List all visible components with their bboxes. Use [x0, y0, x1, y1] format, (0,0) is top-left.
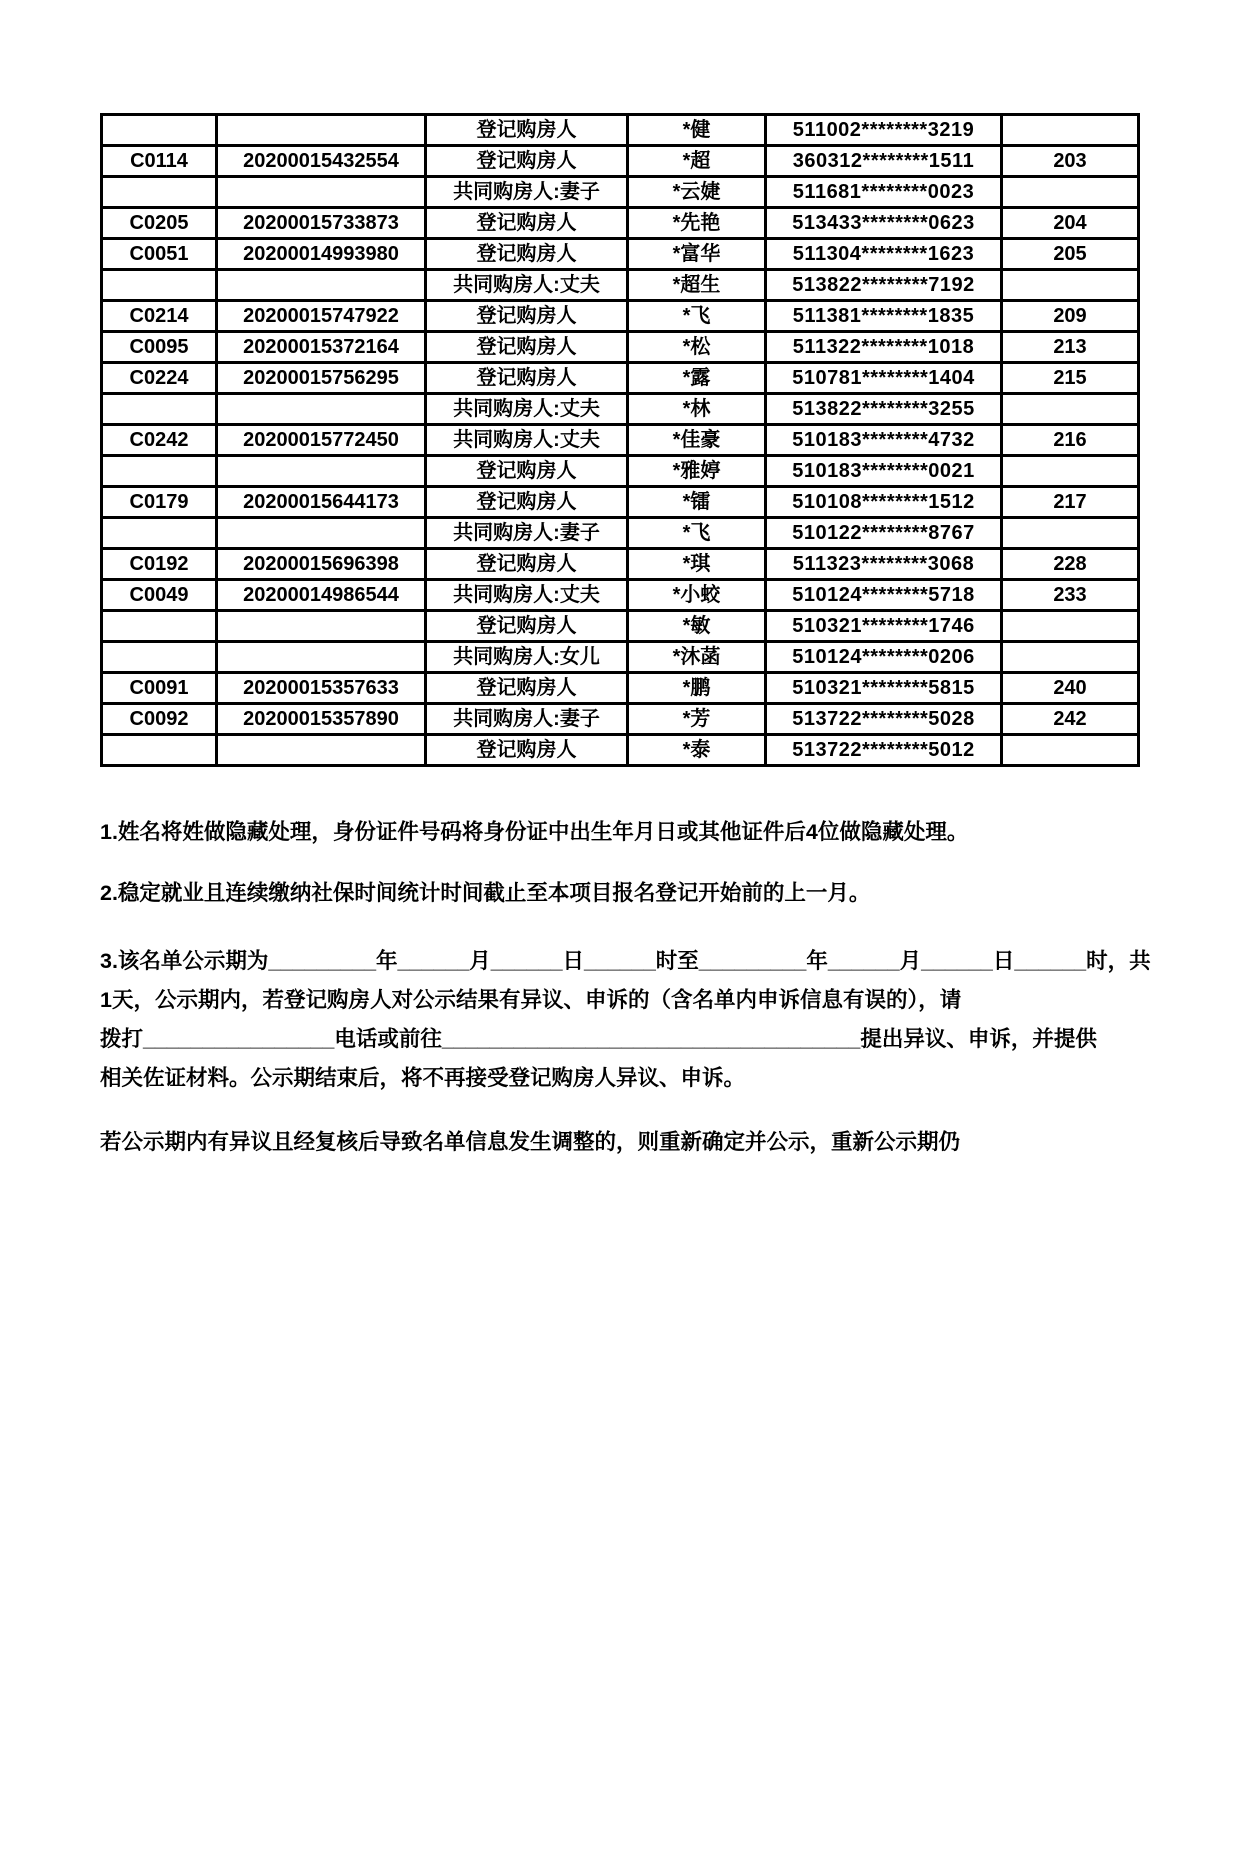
- table-row: [102, 239, 1139, 270]
- cell-id-number: 510122********8767: [766, 518, 1002, 549]
- cell-role: 共同购房人:丈夫: [426, 394, 628, 425]
- cell-id-number: 511322********1018: [766, 332, 1002, 363]
- note-3-line-2: 1天，公示期内，若登记购房人对公示结果有异议、申诉的（含名单内申诉信息有误的），请: [100, 988, 962, 1012]
- cell-id-number: 510124********0206: [766, 642, 1002, 673]
- cell-role: 共同购房人:丈夫: [426, 270, 628, 301]
- cell-seq: 213: [1002, 332, 1139, 363]
- cell-id-number: 510183********0021: [766, 456, 1002, 487]
- cell-id-number: 511381********1835: [766, 301, 1002, 332]
- table-row: [102, 456, 1139, 487]
- cell-seq: [1002, 456, 1139, 487]
- cell-name: *飞: [628, 301, 766, 332]
- table-row: [102, 177, 1139, 208]
- note-4: 若公示期内有异议且经复核后导致名单信息发生调整的，则重新确定并公示，重新公示期仍: [100, 1130, 961, 1154]
- cell-role: 登记购房人: [426, 301, 628, 332]
- cell-name: *云婕: [628, 177, 766, 208]
- table-row: [102, 611, 1139, 642]
- table-row: [102, 704, 1139, 735]
- cell-name: *露: [628, 363, 766, 394]
- cell-code: C0049: [102, 580, 217, 611]
- cell-reg-no: 20200015747922: [217, 301, 426, 332]
- cell-role: 登记购房人: [426, 363, 628, 394]
- note-1: 1.姓名将姓做隐藏处理，身份证件号码将身份证中出生年月日或其他证件后4位做隐藏处理。: [100, 820, 969, 844]
- cell-reg-no: [217, 518, 426, 549]
- table-row: [102, 146, 1139, 177]
- cell-role: 共同购房人:妻子: [426, 704, 628, 735]
- cell-code: C0224: [102, 363, 217, 394]
- cell-seq: 215: [1002, 363, 1139, 394]
- table-row: [102, 208, 1139, 239]
- cell-reg-no: [217, 735, 426, 766]
- cell-reg-no: 20200015357633: [217, 673, 426, 704]
- cell-code: C0095: [102, 332, 217, 363]
- cell-role: 共同购房人:妻子: [426, 518, 628, 549]
- cell-role: 登记购房人: [426, 146, 628, 177]
- cell-seq: [1002, 115, 1139, 146]
- table-row: [102, 642, 1139, 673]
- cell-role: 登记购房人: [426, 549, 628, 580]
- cell-seq: [1002, 518, 1139, 549]
- cell-name: *先艳: [628, 208, 766, 239]
- cell-reg-no: 20200015733873: [217, 208, 426, 239]
- registration-table-body: [102, 115, 1139, 766]
- table-row: [102, 270, 1139, 301]
- cell-name: *小蛟: [628, 580, 766, 611]
- cell-id-number: 510124********5718: [766, 580, 1002, 611]
- table-row: [102, 301, 1139, 332]
- cell-name: *飞: [628, 518, 766, 549]
- table-row: [102, 580, 1139, 611]
- cell-role: 登记购房人: [426, 115, 628, 146]
- table-row: [102, 549, 1139, 580]
- cell-id-number: 510108********1512: [766, 487, 1002, 518]
- cell-code: [102, 177, 217, 208]
- cell-reg-no: [217, 115, 426, 146]
- cell-id-number: 513822********3255: [766, 394, 1002, 425]
- cell-role: 共同购房人:女儿: [426, 642, 628, 673]
- note-3-line-1: 3.该名单公示期为_________年______月______日______时至_________年______月______日______时，共: [100, 949, 1151, 973]
- cell-name: *佳豪: [628, 425, 766, 456]
- cell-seq: 216: [1002, 425, 1139, 456]
- cell-reg-no: 20200015772450: [217, 425, 426, 456]
- cell-role: 登记购房人: [426, 332, 628, 363]
- cell-role: 登记购房人: [426, 735, 628, 766]
- cell-reg-no: 20200015644173: [217, 487, 426, 518]
- cell-id-number: 511002********3219: [766, 115, 1002, 146]
- cell-reg-no: [217, 394, 426, 425]
- cell-reg-no: 20200015357890: [217, 704, 426, 735]
- cell-code: C0214: [102, 301, 217, 332]
- cell-seq: 209: [1002, 301, 1139, 332]
- cell-code: C0091: [102, 673, 217, 704]
- cell-name: *松: [628, 332, 766, 363]
- cell-reg-no: 20200014986544: [217, 580, 426, 611]
- cell-id-number: 513822********7192: [766, 270, 1002, 301]
- registration-table: [100, 113, 1140, 767]
- cell-id-number: 511681********0023: [766, 177, 1002, 208]
- cell-id-number: 510781********1404: [766, 363, 1002, 394]
- table-row: [102, 332, 1139, 363]
- cell-role: 共同购房人:丈夫: [426, 425, 628, 456]
- note-3: [100, 942, 1151, 1098]
- cell-seq: 233: [1002, 580, 1139, 611]
- cell-name: *敏: [628, 611, 766, 642]
- cell-id-number: 511304********1623: [766, 239, 1002, 270]
- footnotes: [100, 813, 1151, 1162]
- cell-role: 登记购房人: [426, 208, 628, 239]
- cell-seq: [1002, 611, 1139, 642]
- cell-code: C0179: [102, 487, 217, 518]
- cell-reg-no: 20200014993980: [217, 239, 426, 270]
- cell-id-number: 510321********1746: [766, 611, 1002, 642]
- cell-role: 共同购房人:妻子: [426, 177, 628, 208]
- cell-seq: [1002, 177, 1139, 208]
- cell-reg-no: 20200015372164: [217, 332, 426, 363]
- cell-name: *芳: [628, 704, 766, 735]
- cell-seq: 240: [1002, 673, 1139, 704]
- document-page: [0, 113, 1241, 1867]
- cell-name: *健: [628, 115, 766, 146]
- cell-name: *林: [628, 394, 766, 425]
- cell-seq: [1002, 735, 1139, 766]
- table-row: [102, 363, 1139, 394]
- cell-reg-no: [217, 611, 426, 642]
- cell-role: 登记购房人: [426, 239, 628, 270]
- cell-reg-no: [217, 270, 426, 301]
- note-3-line-3: 拨打________________电话或前往___________________________________提出异议、申诉，并提供: [100, 1027, 1097, 1051]
- cell-id-number: 511323********3068: [766, 549, 1002, 580]
- cell-reg-no: [217, 177, 426, 208]
- cell-role: 登记购房人: [426, 673, 628, 704]
- table-row: [102, 735, 1139, 766]
- cell-code: [102, 611, 217, 642]
- cell-id-number: 513433********0623: [766, 208, 1002, 239]
- cell-code: C0192: [102, 549, 217, 580]
- table-row: [102, 487, 1139, 518]
- table-row: [102, 425, 1139, 456]
- cell-role: 共同购房人:丈夫: [426, 580, 628, 611]
- cell-reg-no: 20200015432554: [217, 146, 426, 177]
- cell-code: C0092: [102, 704, 217, 735]
- cell-code: C0205: [102, 208, 217, 239]
- cell-code: [102, 394, 217, 425]
- cell-reg-no: 20200015696398: [217, 549, 426, 580]
- cell-seq: [1002, 270, 1139, 301]
- cell-seq: 217: [1002, 487, 1139, 518]
- cell-name: *琪: [628, 549, 766, 580]
- cell-code: [102, 735, 217, 766]
- cell-seq: [1002, 394, 1139, 425]
- cell-reg-no: [217, 456, 426, 487]
- cell-code: [102, 518, 217, 549]
- cell-code: C0242: [102, 425, 217, 456]
- cell-name: *泰: [628, 735, 766, 766]
- cell-name: *超生: [628, 270, 766, 301]
- cell-name: *镭: [628, 487, 766, 518]
- note-3-line-4: 相关佐证材料。公示期结束后，将不再接受登记购房人异议、申诉。: [100, 1066, 746, 1090]
- cell-id-number: 360312********1511: [766, 146, 1002, 177]
- cell-id-number: 510183********4732: [766, 425, 1002, 456]
- cell-name: *富华: [628, 239, 766, 270]
- cell-id-number: 513722********5028: [766, 704, 1002, 735]
- cell-role: 登记购房人: [426, 611, 628, 642]
- cell-reg-no: [217, 642, 426, 673]
- cell-code: [102, 642, 217, 673]
- table-row: [102, 394, 1139, 425]
- cell-seq: 242: [1002, 704, 1139, 735]
- cell-id-number: 513722********5012: [766, 735, 1002, 766]
- cell-reg-no: 20200015756295: [217, 363, 426, 394]
- cell-name: *雅婷: [628, 456, 766, 487]
- cell-id-number: 510321********5815: [766, 673, 1002, 704]
- table-row: [102, 115, 1139, 146]
- cell-code: C0114: [102, 146, 217, 177]
- cell-code: C0051: [102, 239, 217, 270]
- cell-name: *沐菡: [628, 642, 766, 673]
- cell-seq: [1002, 642, 1139, 673]
- cell-code: [102, 270, 217, 301]
- cell-code: [102, 115, 217, 146]
- table-row: [102, 518, 1139, 549]
- cell-name: *鹏: [628, 673, 766, 704]
- cell-seq: 228: [1002, 549, 1139, 580]
- cell-role: 登记购房人: [426, 456, 628, 487]
- cell-seq: 203: [1002, 146, 1139, 177]
- cell-role: 登记购房人: [426, 487, 628, 518]
- table-row: [102, 673, 1139, 704]
- cell-name: *超: [628, 146, 766, 177]
- cell-seq: 204: [1002, 208, 1139, 239]
- cell-seq: 205: [1002, 239, 1139, 270]
- note-2: 2.稳定就业且连续缴纳社保时间统计时间截止至本项目报名登记开始前的上一月。: [100, 881, 871, 905]
- cell-code: [102, 456, 217, 487]
